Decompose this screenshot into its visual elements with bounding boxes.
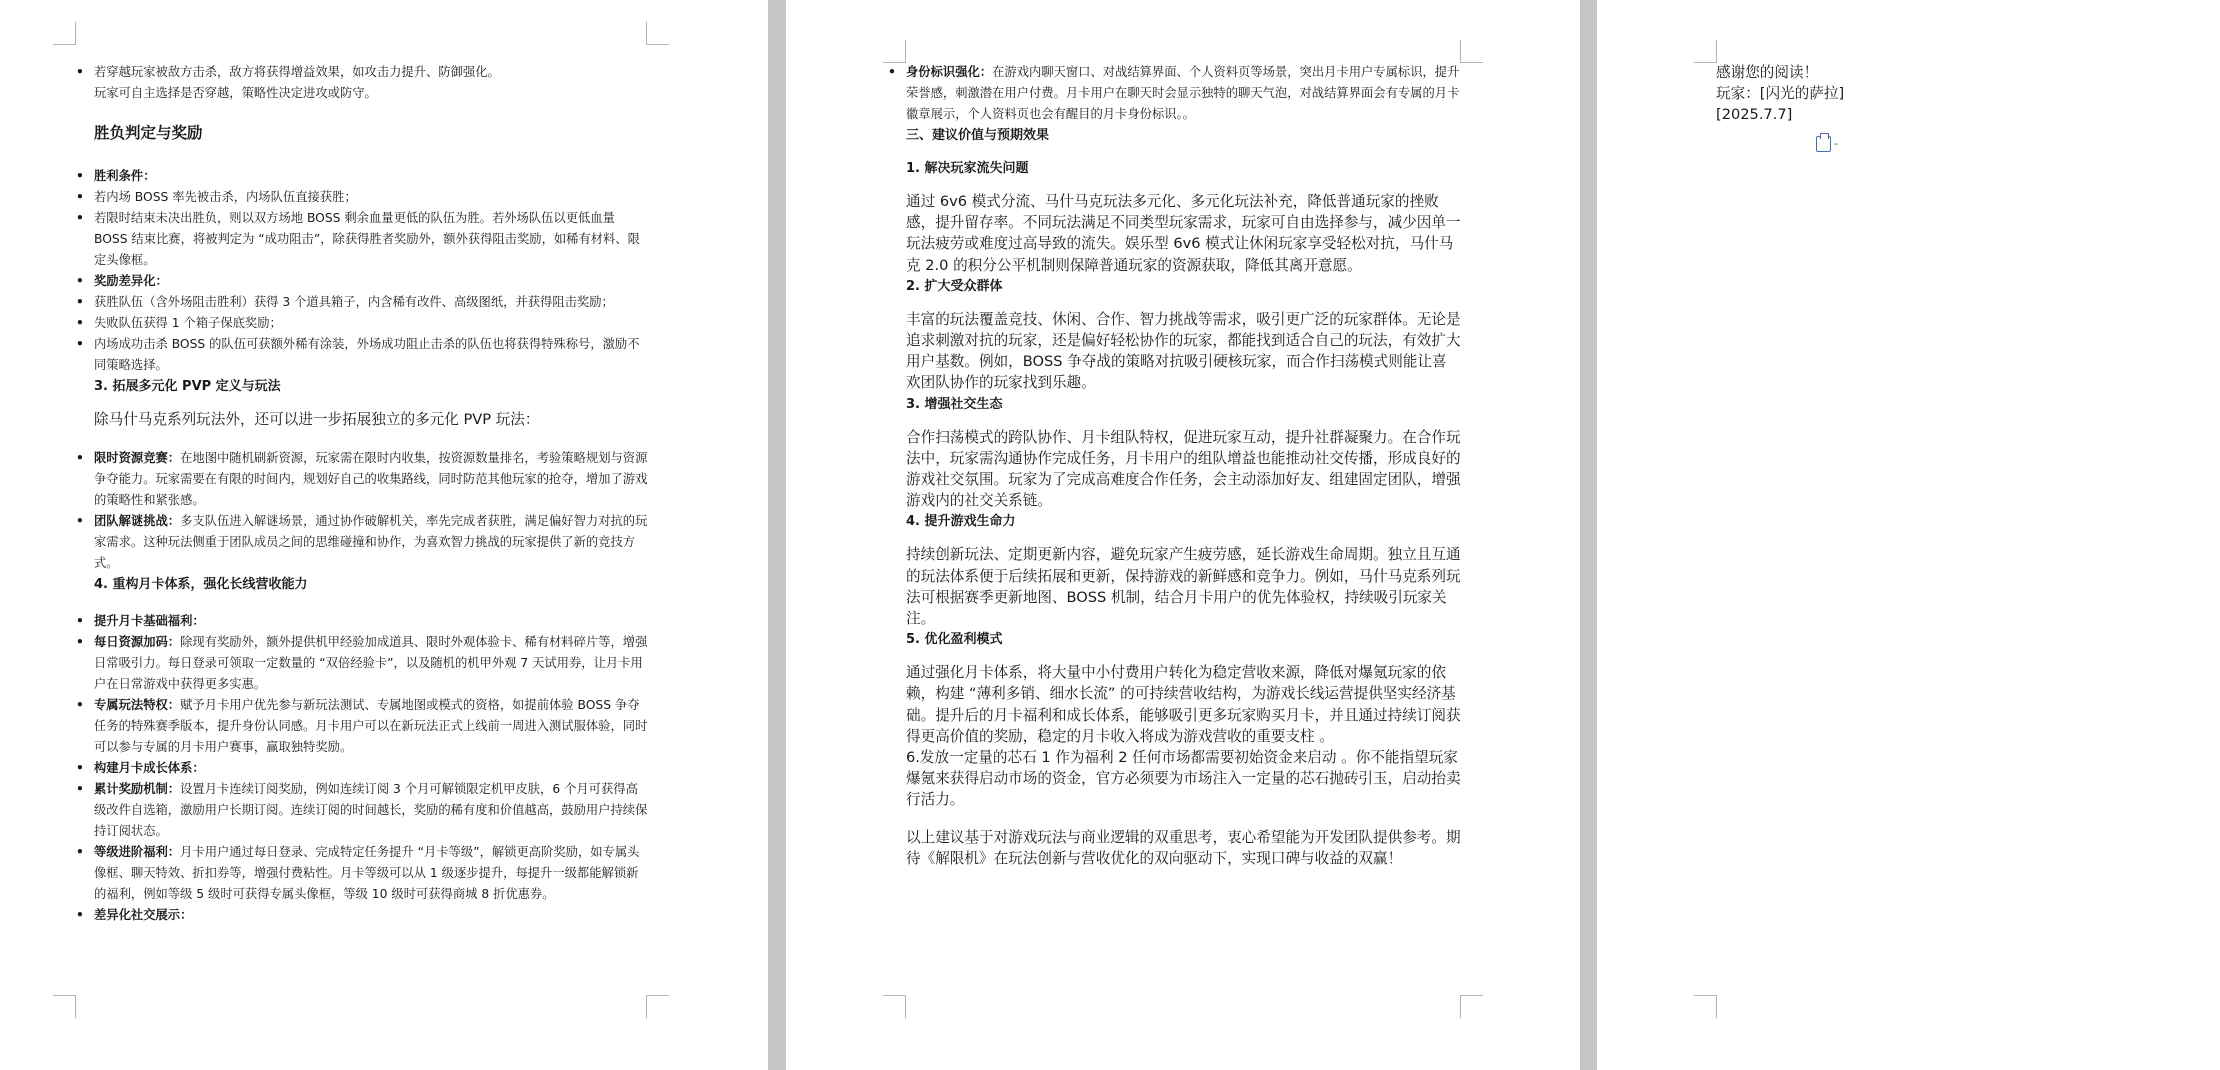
- list-item-tag: 差异化社交展示：: [94, 908, 193, 923]
- list-item-text: 失败队伍获得 1 个箱子保底奖励；: [94, 316, 282, 330]
- list-item: [94, 758, 650, 779]
- list-item-tag: 限时资源竞赛：: [94, 451, 181, 466]
- dropdown-dash: -: [1834, 136, 1838, 150]
- paste-options-icon[interactable]: [1816, 134, 1838, 155]
- list-item-tag: 构建月卡成长体系：: [94, 761, 205, 776]
- list-item-text: 设置月卡连续订阅奖励，例如连续订阅 3 个月可解锁限定机甲皮肤，6 个月可获得高级改件自选箱，激励用户长期订阅。连续订阅的时间越长，奖励的稀有度和价值越高，鼓励用户持续保持订阅状态。: [94, 782, 648, 839]
- page-3-content: [1716, 62, 2036, 155]
- section-title: 胜负判定与奖励: [94, 124, 203, 142]
- list-item-text: 内场成功击杀 BOSS 的队伍可获额外稀有涂装，外场成功阻止击杀的队伍也将获得特殊称号，激励不同策略选择。: [94, 337, 640, 372]
- list-item-tag: 身份标识强化：: [906, 65, 993, 79]
- list-item: [94, 842, 650, 905]
- list-item-tag: 奖励差异化：: [94, 274, 168, 288]
- subsection-heading: 5. 优化盈利模式: [906, 632, 1003, 648]
- section-heading: 三、建议价值与预期效果: [906, 128, 1050, 143]
- crop-mark: [1694, 995, 1717, 1018]
- paragraph: 除马什马克系列玩法外，还可以进一步拓展独立的多元化 PVP 玩法：: [94, 411, 540, 428]
- page-1-content: [94, 62, 650, 926]
- crop-mark: [646, 22, 669, 45]
- list-item: [94, 905, 650, 926]
- crop-mark: [53, 22, 76, 45]
- date-line: [2025.7.7]: [1716, 106, 1793, 124]
- thanks-line: 感谢您的阅读！: [1716, 64, 1819, 81]
- list-item-text: 在游戏内聊天窗口、对战结算界面、个人资料页等场景，突出月卡用户专属标识，提升荣誉感，刺激潜在用户付费。月卡用户在聊天时会显示独特的聊天气泡，对战结算界面会有专属的月卡徽章展示，个人资料页也会有醒目的月卡身份标识。。: [906, 65, 1460, 121]
- list-item: [906, 62, 1461, 125]
- paragraph: 通过 6v6 模式分流、马什马克玩法多元化、多元化玩法补充，降低普通玩家的挫败感，提升留存率。不同玩法满足不同类型玩家需求，玩家可自由选择参与，减少因单一玩法疲劳或难度过高导致的流失。娱乐型 6v6 模式让休闲玩家享受轻松对抗，马什马克 2.0 的积分公平机制则保障普通玩家的资源获取，降低其离开意愿。: [906, 193, 1461, 274]
- sec4-list: [94, 611, 650, 926]
- document-page-1: [0, 0, 768, 1070]
- list-item: [94, 632, 650, 695]
- list-item-text: 若限时结束未决出胜负，则以双方场地 BOSS 剩余血量更低的队伍为胜。若外场队伍以更低血量 BOSS 结束比赛，将被判定为 “成功阻击”，除获得胜者奖励外，额外获得阻击奖励，如稀有材料、限定头像框。: [94, 211, 640, 267]
- list-item: [94, 208, 650, 271]
- list-item-tag: 等级进阶福利：: [94, 845, 181, 860]
- paragraph: 通过强化月卡体系，将大量中小付费用户转化为稳定营收来源，降低对爆氪玩家的依赖，构建 “薄利多销、细水长流” 的可持续营收结构，为游戏长线运营提供坚实经济基础。提升后的月卡福利和成长体系，能够吸引更多玩家购买月卡，并且通过持续订阅获得更高价值的奖励，稳定的月卡收入将成为游戏营收的重要支柱 。: [906, 664, 1461, 745]
- list-item: [94, 511, 650, 574]
- list-item: [94, 166, 650, 187]
- crop-mark: [646, 995, 669, 1018]
- list-item: [94, 779, 650, 842]
- list-item-text: 若内场 BOSS 率先被击杀，内场队伍直接获胜；: [94, 190, 357, 204]
- list-item-text: 赋予月卡用户优先参与新玩法测试、专属地图或模式的资格，如提前体验 BOSS 争夺任务的特殊赛季版本，提升身份认同感。月卡用户可以在新玩法正式上线前一周进入测试服体验，同时可以参与专属的月卡用户赛事，赢取独特奖励。: [94, 698, 648, 755]
- document-page-2: [786, 0, 1580, 1070]
- crop-mark: [1460, 40, 1483, 63]
- section-heading: 4. 重构月卡体系，强化长线营收能力: [94, 577, 308, 593]
- clipboard-icon: [1816, 136, 1831, 152]
- list-item: [94, 187, 650, 208]
- list-item: [94, 334, 650, 376]
- intro-note: 玩家可自主选择是否穿越，策略性决定进攻或防守。: [94, 86, 377, 100]
- subsection-heading: 1. 解决玩家流失问题: [906, 161, 1029, 176]
- win-list: [94, 166, 650, 376]
- paragraph: 合作扫荡模式的跨队协作、月卡组队特权，促进玩家互动，提升社群凝聚力。在合作玩法中，玩家需沟通协作完成任务，月卡用户的组队增益也能推动社交传播，形成良好的游戏社交氛围。玩家为了完成高难度合作任务，会主动添加好友、组建固定团队，增强游戏内的社交关系链。: [906, 428, 1461, 510]
- paragraph: 6.发放一定量的芯石 1 作为福利 2 任何市场都需要初始资金来启动 。你不能指望玩家爆氪来获得启动市场的资金，官方必须要为市场注入一定量的芯石抛砖引玉，启动抬卖行活力。: [906, 749, 1461, 809]
- list-item-text: 若穿越玩家被敌方击杀，敌方将获得增益效果，如攻击力提升、防御强化。: [94, 65, 500, 79]
- crop-mark: [883, 40, 906, 63]
- list-item: [94, 695, 650, 758]
- list-item-tag: 每日资源加码：: [94, 635, 181, 650]
- list-item-text: 获胜队伍（含外场阻击胜利）获得 3 个道具箱子，内含稀有改件、高级图纸，并获得阻击奖励；: [94, 295, 614, 309]
- paragraph: 持续创新玩法、定期更新内容，避免玩家产生疲劳感，延长游戏生命周期。独立且互通的玩法体系便于后续拓展和更新，保持游戏的新鲜感和竞争力。例如，马什马克系列玩法可根据赛季更新地图、BOSS 机制，结合月卡用户的优先体验权，持续吸引玩家关注。: [906, 546, 1461, 628]
- closing-paragraph: 以上建议基于对游戏玩法与商业逻辑的双重思考，衷心希望能为开发团队提供参考。期待《解限机》在玩法创新与营收优化的双向驱动下，实现口碑与收益的双赢！: [906, 828, 1461, 867]
- author-line: 玩家：[闪光的萨拉]: [1716, 85, 1845, 103]
- section-heading: 3. 拓展多元化 PVP 定义与玩法: [94, 379, 281, 394]
- list-item: [94, 448, 650, 511]
- list-item-tag: 团队解谜挑战：: [94, 514, 181, 529]
- crop-mark: [1694, 40, 1717, 63]
- page-2-content: [906, 62, 1461, 869]
- list-item: [94, 611, 650, 632]
- paragraph: 丰富的玩法覆盖竞技、休闲、合作、智力挑战等需求，吸引更广泛的玩家群体。无论是追求刺激对抗的玩家，还是偏好轻松协作的玩家，都能找到适合自己的玩法，有效扩大用户基数。例如，BOSS 争夺战的策略对抗吸引硬核玩家，而合作扫荡模式则能让喜欢团队协作的玩家找到乐趣。: [906, 310, 1461, 392]
- list-item-text: 多支队伍进入解谜场景，通过协作破解机关，率先完成者获胜，满足偏好智力对抗的玩家需求。这种玩法侧重于团队成员之间的思维碰撞和协作，为喜欢智力挑战的玩家提供了新的竞技方式。: [94, 514, 648, 571]
- crop-mark: [883, 995, 906, 1018]
- list-item-tag: 胜利条件：: [94, 169, 156, 183]
- list-item-tag: 专属玩法特权：: [94, 698, 181, 713]
- list-item: [94, 271, 650, 292]
- intro-list: [94, 62, 650, 83]
- subsection-heading: 4. 提升游戏生命力: [906, 514, 1016, 530]
- document-page-3: [1597, 0, 2220, 1070]
- list-item-tag: 累计奖励机制：: [94, 782, 181, 797]
- list-item: [94, 292, 650, 313]
- list-item: [94, 313, 650, 334]
- subsection-heading: 2. 扩大受众群体: [906, 278, 1003, 294]
- subsection-heading: 3. 增强社交生态: [906, 396, 1003, 412]
- list-item-text: 除现有奖励外，额外提供机甲经验加成道具、限时外观体验卡、稀有材料碎片等，增强日常吸引力。每日登录可领取一定数量的 “双倍经验卡”，以及随机的机甲外观 7 天试用券，让月卡用户在日常游戏中获得更多实惠。: [94, 635, 648, 692]
- list-item-text: 在地图中随机刷新资源，玩家需在限时内收集，按资源数量排名，考验策略规划与资源争夺能力。玩家需要在有限的时间内，规划好自己的收集路线，同时防范其他玩家的抢夺，增加了游戏的策略性和紧张感。: [94, 451, 648, 508]
- list-item-tag: 提升月卡基础福利：: [94, 614, 205, 629]
- identity-list: [906, 62, 1461, 125]
- list-item: [94, 62, 650, 83]
- sec3-list: [94, 448, 650, 574]
- list-item-text: 月卡用户通过每日登录、完成特定任务提升 “月卡等级”，解锁更高阶奖励，如专属头像框、聊天特效、折扣券等，增强付费粘性。月卡等级可以从 1 级逐步提升，每提升一级都能解锁新的福利，例如等级 5 级时可获得专属头像框，等级 10 级时可获得商城 8 折优惠券。: [94, 845, 640, 902]
- crop-mark: [53, 995, 76, 1018]
- crop-mark: [1460, 995, 1483, 1018]
